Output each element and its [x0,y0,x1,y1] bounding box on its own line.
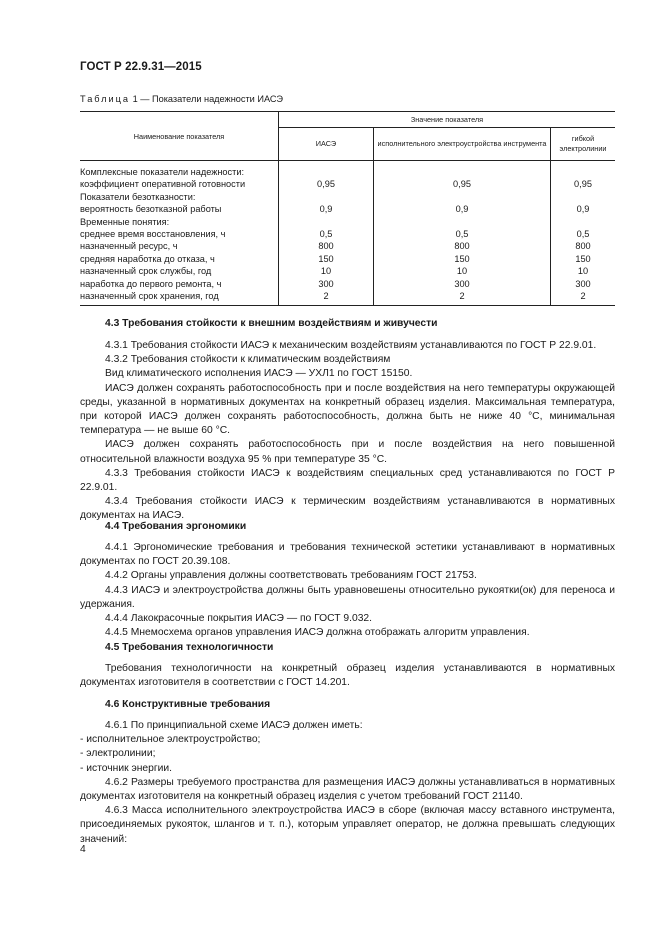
section-4-4-body [80,541,615,640]
paragraph: Вид климатического исполнения ИАСЭ — УХЛ1 по ГОСТ 15150. [105,368,413,380]
paragraph: 4.6.2 Размеры требуемого пространства для размещения ИАСЭ должны устанавливаться в нормативных документах изготовителя на конкретный образец изделия с учетом требований ГОСТ 21140. [80,776,615,803]
value-iase [279,161,374,179]
row-name: вероятность безотказной работы [80,203,279,215]
value-line: 0,9 [576,204,590,215]
row-name: Показатели безотказности: [80,191,279,203]
paragraph: 4.6.3 Масса исполнительного электроустройства ИАСЭ в сборе (включая массу вставного инструмента, присоединяемых рукояток, шлангов и т. п.), которым управляет оператор, не должна превышать следующих значений: [80,805,615,845]
table-row [80,265,615,277]
list-item: - источник энергии. [80,762,172,774]
paragraph: Требования технологичности на конкретный образец изделия устанавливаются в нормативных документах изготовителя в соответствии с ГОСТ 14.201. [80,663,615,689]
section-4-3-body [80,339,615,524]
row-name: среднее время восстановления, ч [80,228,279,240]
paragraph: 4.4.1 Эргономические требования и требования технической эстетики устанавливают в нормативных документах по ГОСТ 20.39.108. [80,542,615,568]
column-header-line: гибкой электролинии [559,134,607,153]
paragraph: 4.4.2 Органы управления должны соответствовать требованиям ГОСТ 21753. [105,570,477,582]
value-device: 0,9 [374,203,551,215]
value-iase [279,191,374,203]
table-row [80,253,615,265]
value-device: 2 [374,290,551,306]
value-iase: 150 [279,253,374,265]
row-name: коэффициент оперативной готовности [80,178,279,190]
paragraph: 4.4.4 Лакокрасочные покрытия ИАСЭ — по ГОСТ 9.032. [105,613,373,625]
table-caption-text: 1 — Показатели надежности ИАСЭ [130,94,284,104]
paragraph: 4.4.5 Мнемосхема органов управления ИАСЭ должна отображать алгоритм управления. [105,627,530,639]
value-line: 0,5 [576,229,590,240]
column-header-name: Наименование показателя [80,112,279,161]
document-code: ГОСТ Р 22.9.31—2015 [80,61,202,73]
value-device: 800 [374,240,551,252]
value-device: 0,95 [374,178,551,190]
section-4-5-body [80,662,615,690]
value-line [551,191,616,203]
paragraph: ИАСЭ должен сохранять работоспособность при и после воздействия на него повышенной относительной влажности воздуха 95 % при температуре 35 °С. [80,439,615,465]
table-row [80,240,615,252]
table-row [80,203,615,215]
value-iase: 0,5 [279,228,374,240]
paragraph: 4.3.3 Требования стойкости ИАСЭ к воздействиям специальных сред устанавливаются по ГОСТ Р 22.9.01. [80,467,615,494]
row-name: назначенный срок службы, год [80,265,279,277]
row-name: средняя наработка до отказа, ч [80,253,279,265]
section-heading-4-3: 4.3 Требования стойкости к внешним воздействиям и живучести [105,318,438,329]
paragraph: 4.6.1 По принципиальной схеме ИАСЭ должен иметь: [105,720,363,731]
value-line: 150 [575,253,591,264]
row-name: назначенный срок хранения, год [80,290,279,306]
section-heading-4-6: 4.6 Конструктивные требования [105,699,271,710]
list-item: - электролинии; [80,748,156,760]
reliability-table [80,111,615,306]
value-line: 800 [575,241,591,252]
paragraph: 4.3.1 Требования стойкости ИАСЭ к механическим воздействиям устанавливаются по ГОСТ Р 22.9.01. [105,340,597,351]
value-line: 10 [577,266,589,277]
table-row [80,290,615,306]
table-row [80,191,615,203]
column-header-iase: ИАСЭ [279,128,374,161]
value-iase [279,216,374,228]
value-iase: 800 [279,240,374,252]
value-device [374,216,551,228]
page-number: 4 [80,844,86,855]
row-name: назначенный ресурс, ч [80,240,279,252]
row-name: Временные понятия: [80,216,279,228]
value-line [551,161,616,179]
table-row [80,216,615,228]
table-caption-prefix: Таблица [80,94,131,104]
value-iase: 0,9 [279,203,374,215]
paragraph: 4.4.3 ИАСЭ и электроустройства должны быть уравновешены относительно рукоятки(ок) для переноса и удержания. [80,584,615,610]
table-caption [80,94,283,104]
value-device: 0,5 [374,228,551,240]
section-heading-4-5: 4.5 Требования технологичности [105,642,274,653]
table-row [80,278,615,290]
table-row [80,178,615,190]
paragraph: ИАСЭ должен сохранять работоспособность при и после воздействия на него температуры окружающей среды, указанной в нормативных документах на конкретный образец изделия. Максимальная температура, при которой ИАСЭ должен сохранять работоспособность, должна быть не ниже 40 °С, минимальная температура — не выше 60 °С. [80,382,615,437]
value-line: 0,95 [574,179,592,190]
paragraph: 4.3.4 Требования стойкости ИАСЭ к термическим воздействиям устанавливаются в нормативных документах на ИАСЭ. [80,496,615,522]
value-iase: 2 [279,290,374,306]
table-row [80,161,615,179]
row-name: наработка до первого ремонта, ч [80,278,279,290]
value-iase: 10 [279,265,374,277]
section-heading-4-4: 4.4 Требования эргономики [105,521,247,532]
column-header-value: Значение показателя [279,112,616,128]
list-item: - исполнительное электроустройство; [80,734,261,746]
column-header-device: исполнительного электроустройства инструмента [374,128,551,161]
row-name: Комплексные показатели надежности: [80,161,279,179]
value-device: 150 [374,253,551,265]
value-iase: 0,95 [279,178,374,190]
value-line [551,216,616,228]
value-device [374,191,551,203]
value-iase: 300 [279,278,374,290]
section-4-6-body [80,719,615,847]
paragraph: 4.3.2 Требования стойкости к климатическим воздействиям [105,354,391,366]
value-device: 10 [374,265,551,277]
table-row [80,228,615,240]
value-line: 2 [580,291,586,302]
value-device [374,161,551,179]
value-device: 300 [374,278,551,290]
value-line: 300 [575,278,591,289]
